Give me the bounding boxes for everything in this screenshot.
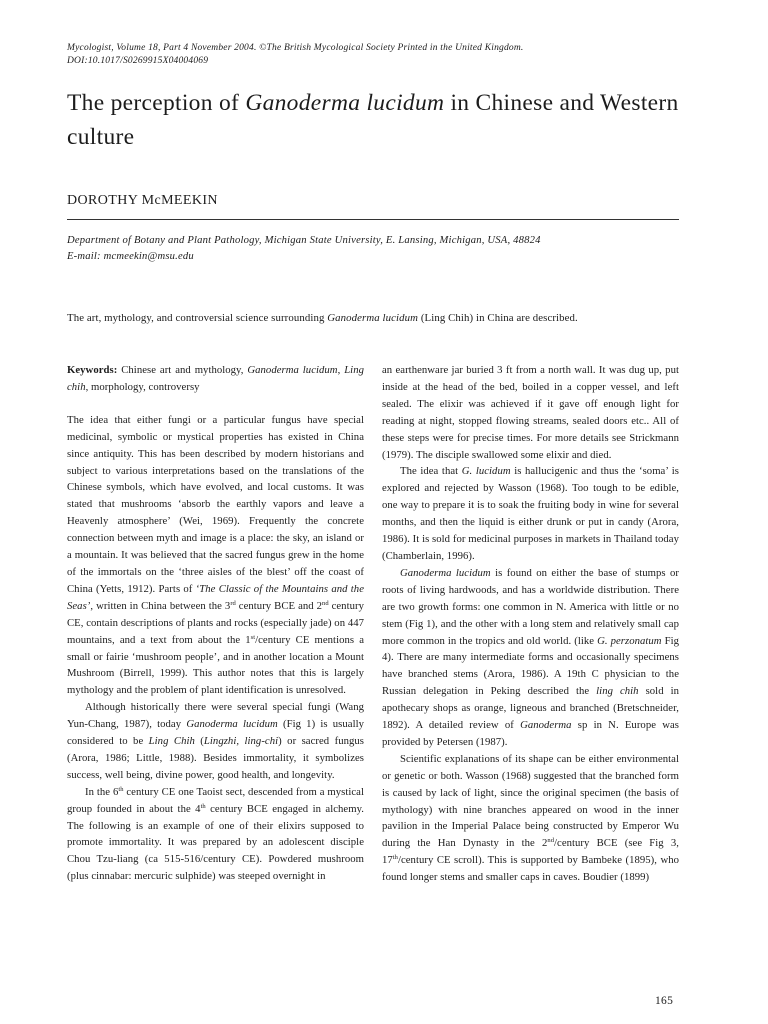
left-column	[67, 362, 364, 885]
keywords-label: Keywords:	[67, 364, 118, 376]
page-number: 165	[655, 995, 674, 1007]
article-title: The perception of Ganoderma lucidum in Chinese and Western culture	[67, 90, 679, 150]
author-affiliation	[67, 233, 687, 265]
right-column	[382, 362, 679, 886]
title-species-name: Ganoderma lucidum	[245, 90, 445, 116]
body-paragraph: Although historically there were several special fungi (Wang Yun-Chang, 1987), today Ganoderma lucidum (Fig 1) is usually considered to be Ling Chih (Lingzhi, ling-chi) or sacred fungus (Arora, 1986; Little, 1988). Besides immortality, it symbolizes success, well being, divine power, good health, and longevity.	[67, 701, 365, 781]
body-paragraph: an earthenware jar buried 3 ft from a north wall. It was dug up, put inside at the head of the bed, boiled in a copper vessel, and left sealed. The elixir was achieved if it gave off enough light for reading at night, stopped flowing streams, sealed doors etc.. All of these steps were for precise times. For more details see Strickmann (1979). The disciple swallowed some elixir and died.	[382, 364, 679, 461]
body-paragraph: The idea that G. lucidum is hallucigenic and thus the ‘soma’ is explored and rejected by Wasson (1968). Too tough to be edible, one way to prepare it is to soak the fruiting body in wine for several months, and then the liquid is either drunk or put in candy (Arora, 1986). It is sold for medicinal purposes in markets in Thailand today (Chamberlain, 1996).	[382, 465, 679, 562]
email-line: E-mail: mcmeekin@msu.edu	[67, 251, 194, 262]
body-paragraph: The idea that either fungi or a particular fungus have special medicinal, symbolic or mystical properties has existed in China since antiquity. This has been described by modern historians and subject to various interpretations based on the translations of the Chinese symbols, which have evolved, and local customs. It was stated that mushrooms ‘absorb the earthly vapors and leave a Heavenly atmosphere’ (Wei, 1969). Frequently the concrete connection between myth and image is a place: the sky, an island or a mountain. It was believed that the sacred fungus grew in the home of the immortals on the ‘three aisles of the blest’ off the coast of China (Yetts, 1912). Parts of ‘The Classic of the Mountains and the Seas’, written in China between the 3rd century BCE and 2nd century CE, contain descriptions of plants and rocks (especially jade) on 447 mountains, and a text from about the 1st/century CE mentions a small or fairie ‘mushroom people’, and in another location a Mount Mushroom (Birrell, 1999). This author notes that this is largely mythology and the problem of plant identification is unresolved.	[67, 413, 364, 697]
doi-line: DOI:10.1017/S0269915X04004069	[67, 56, 209, 66]
abstract: The art, mythology, and controversial science surrounding Ganoderma lucidum (Ling Chih) in China are described.	[67, 312, 578, 324]
body-paragraph: In the 6th century CE one Taoist sect, descended from a mystical group founded in about the 4th century BCE engaged in alchemy. The following is an example of one of their elixirs supposed to promote immortality. It was prepared by an adolescent disciple Chou Tzu-liang (ca 515-516/century CE). Powdered mushroom (plus cinnabar: mercuric sulphide) was steeped overnight in	[67, 785, 364, 883]
journal-citation	[67, 42, 687, 68]
keywords: Keywords: Chinese art and mythology, Ganoderma lucidum, Ling chih, morphology, controversy	[67, 364, 364, 393]
title-divider	[67, 219, 679, 220]
body-paragraph: Scientific explanations of its shape can be either environmental or genetic or both. Wasson (1968) suggested that the branched form is caused by lack of light, since the original specimen (the basis of mythology) with nine branches appeared on wood in the inner pavilion in the Imperial Palace being constructed by Emperor Wu during the Han Dynasty in the 2nd/century BCE (see Fig 3, 17th/century CE scroll). This is supported by Bambeke (1895), who found longer stems and smaller caps in caves. Boudier (1899)	[382, 752, 679, 884]
author-name: DOROTHY McMEEKIN	[67, 193, 218, 208]
department-line: Department of Botany and Plant Pathology, Michigan State University, E. Lansing, Michigan, USA, 48824	[67, 235, 541, 246]
body-paragraph: Ganoderma lucidum is found on either the base of stumps or roots of living hardwoods, and has a worldwide distribution. There are two growth forms: one common in N. America with little or no stem (Fig 1), and the other with a long stem and relatively small cap more common in the tropics and old world. (like G. perzonatum Fig 4). There are many intermediate forms and occasionally specimens have branched stems (Arora, 1986). A 19th C physician to the Russian delegation in Peking described the ling chih sold in apothecary shops as orange, ligneous and branched (Bretschneider, 1892). A detailed review of Ganoderma sp in N. Europe was provided by Petersen (1987).	[382, 566, 679, 748]
journal-line: Mycologist, Volume 18, Part 4 November 2004. ©The British Mycological Society Printed in the United Kingdom.	[67, 43, 524, 53]
